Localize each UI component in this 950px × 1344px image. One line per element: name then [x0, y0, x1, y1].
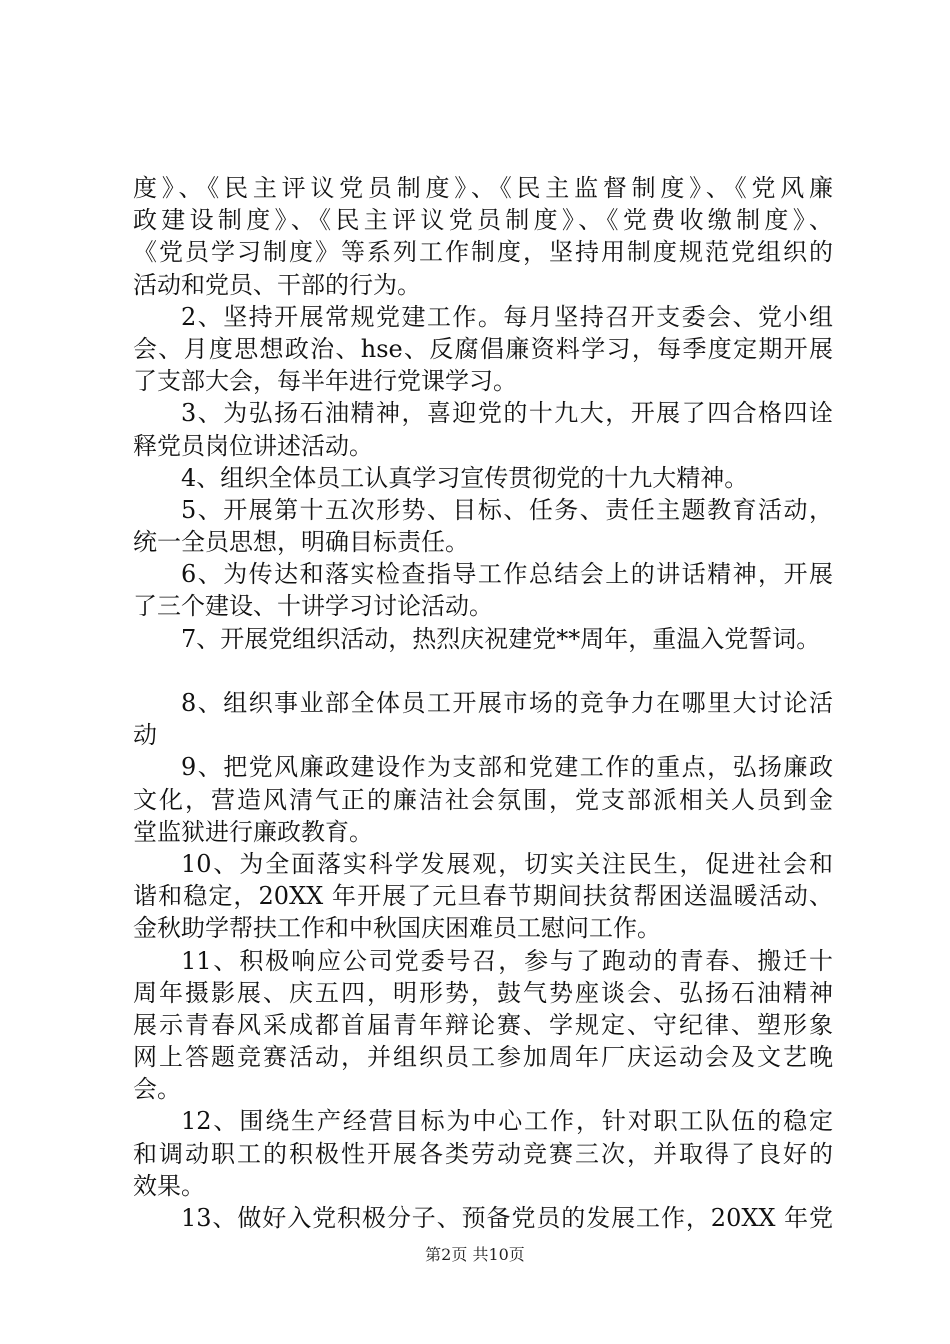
text-line: 会、月度思想政治、hse、反腐倡廉资料学习，每季度定期开展 [133, 334, 833, 363]
text-line: 释党员岗位讲述活动。 [133, 431, 373, 460]
text-line: 动 [133, 721, 157, 750]
text-line: 谐和稳定，20XX 年开展了元旦春节期间扶贫帮困送温暖活动、 [133, 882, 833, 911]
document-body [133, 172, 833, 1234]
text-line: 《党员学习制度》等系列工作制度，坚持用制度规范党组织的 [133, 238, 833, 267]
text-line: 周年摄影展、庆五四，明形势，鼓气势座谈会、弘扬石油精神 [133, 978, 833, 1007]
text-line: 11、积极响应公司党委号召，参与了跑动的青春、搬迁十 [181, 946, 833, 975]
text-line: 统一全员思想，明确目标责任。 [133, 528, 469, 557]
text-line: 会。 [133, 1075, 181, 1104]
text-line: 2、坚持开展常规党建工作。每月坚持召开支委会、党小组 [181, 302, 833, 331]
text-line: 了三个建设、十讲学习讨论活动。 [133, 592, 493, 621]
text-line: 12、围绕生产经营目标为中心工作，针对职工队伍的稳定 [181, 1107, 833, 1136]
text-line: 6、为传达和落实检查指导工作总结会上的讲话精神，开展 [181, 560, 833, 589]
text-line: 8、组织事业部全体员工开展市场的竞争力在哪里大讨论活 [181, 689, 833, 717]
text-line: 效果。 [133, 1171, 205, 1200]
text-line: 3、为弘扬石油精神，喜迎党的十九大，开展了四合格四诠 [181, 399, 833, 428]
text-line: 政建设制度》、《民主评议党员制度》、《党费收缴制度》、 [133, 206, 833, 235]
page-footer: 第2页 共10页 [425, 1245, 525, 1264]
text-line: 10、为全面落实科学发展观，切实关注民生，促进社会和 [181, 849, 833, 878]
text-line: 网上答题竞赛活动，并组织员工参加周年厂庆运动会及文艺晚 [133, 1043, 833, 1072]
text-line: 9、把党风廉政建设作为支部和党建工作的重点，弘扬廉政 [181, 753, 833, 782]
text-line: 活动和党员、干部的行为。 [133, 270, 421, 299]
text-line: 金秋助学帮扶工作和中秋国庆困难员工慰问工作。 [133, 914, 661, 943]
text-line: 堂监狱进行廉政教育。 [133, 817, 373, 846]
text-line: 度》、《民主评议党员制度》、《民主监督制度》、《党风廉 [133, 174, 833, 202]
text-line: 和调动职工的积极性开展各类劳动竞赛三次，并取得了良好的 [133, 1139, 833, 1168]
text-line: 4、组织全体员工认真学习宣传贯彻党的十九大精神。 [181, 463, 749, 492]
text-line: 13、做好入党积极分子、预备党员的发展工作，20XX 年党 [181, 1204, 833, 1232]
text-line: 文化，营造风清气正的廉洁社会氛围，党支部派相关人员到金 [133, 785, 833, 814]
text-line: 7、开展党组织活动，热烈庆祝建党**周年，重温入党誓词。 [181, 624, 821, 653]
text-line: 了支部大会，每半年进行党课学习。 [133, 367, 517, 396]
text-line: 5、开展第十五次形势、目标、任务、责任主题教育活动， [181, 495, 833, 524]
blank-line [133, 655, 833, 687]
text-line: 展示青春风采成都首届青年辩论赛、学规定、守纪律、塑形象 [133, 1010, 833, 1039]
